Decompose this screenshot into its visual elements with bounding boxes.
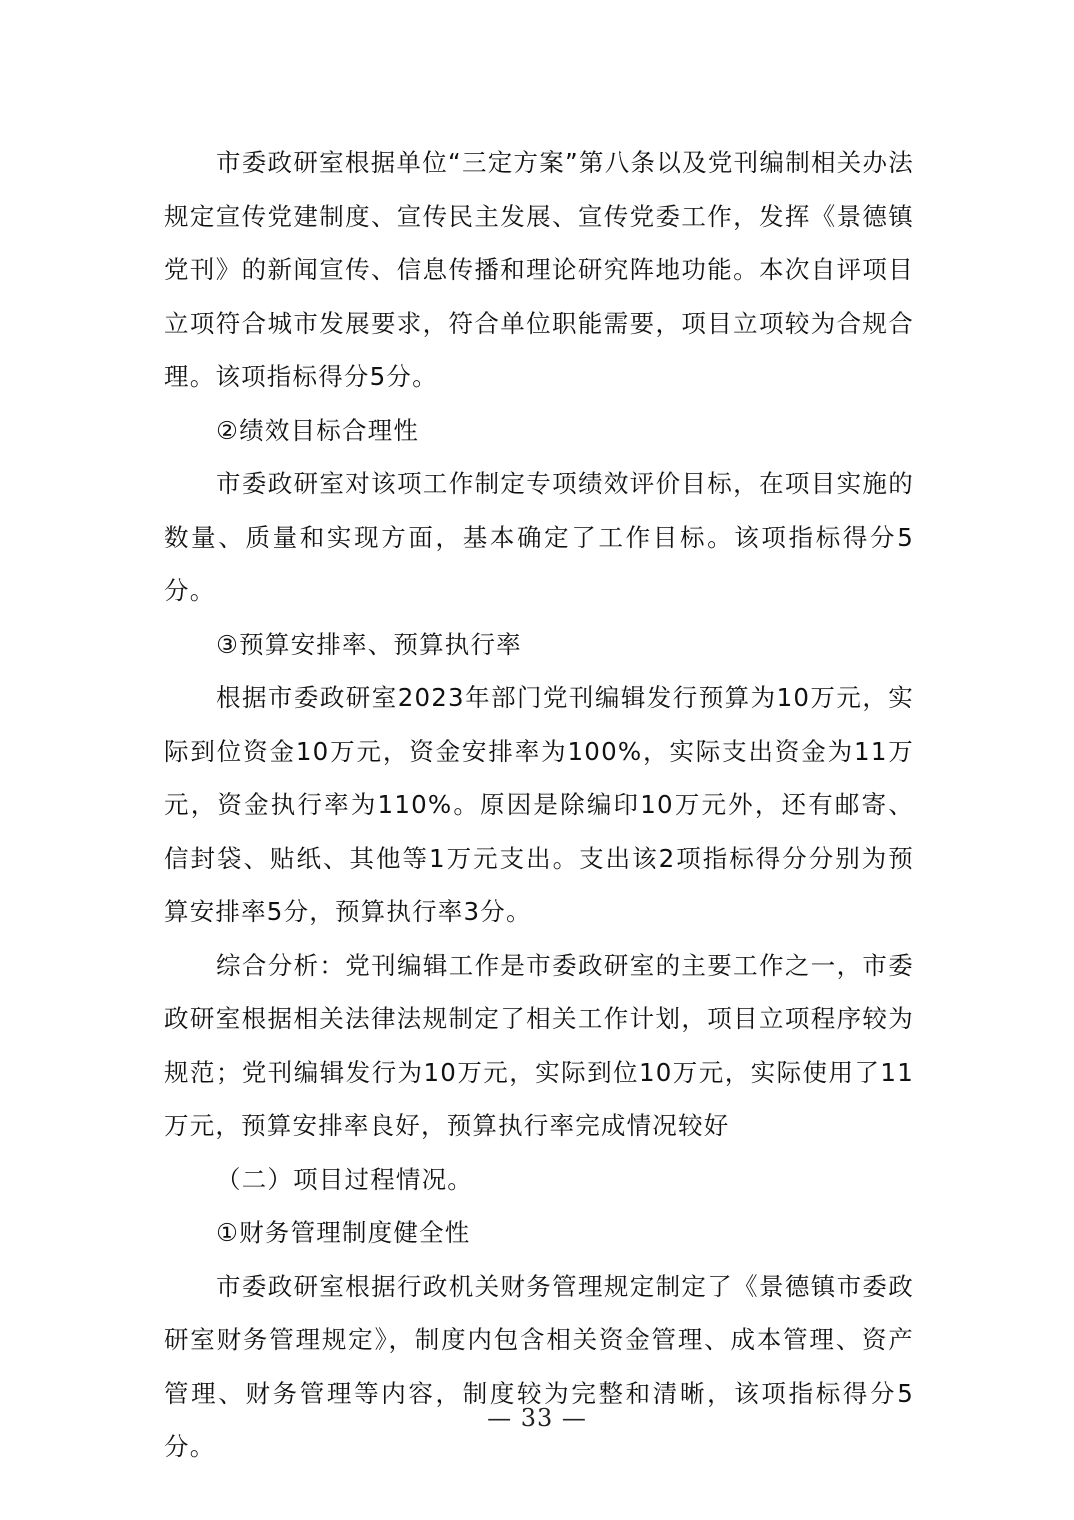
paragraph-project-approval: 市委政研室根据单位“三定方案”第八条以及党刊编制相关办法规定宣传党建制度、宣传民主发展、宣传党委工作，发挥《景德镇党刊》的新闻宣传、信息传播和理论研究阵地功能。本次自评项目立项符合城市发展要求，符合单位职能需要，项目立项较为合规合理。该项指标得分5分。 [164,148,914,391]
document-body [164,136,914,1474]
paragraph-budget-rates: 根据市委政研室2023年部门党刊编辑发行预算为10万元，实际到位资金10万元，资金安排率为100%，实际支出资金为11万元，资金执行率为110%。原因是除编印10万元外，还有邮寄、信封袋、贴纸、其他等1万元支出。支出该2项指标得分分别为预算安排率5分，预算执行率3分。 [164,683,914,926]
heading-project-process: （二）项目过程情况。 [216,1164,473,1194]
heading-performance-target: ②绩效目标合理性 [216,415,420,445]
paragraph-performance-target: 市委政研室对该项工作制定专项绩效评价目标，在项目实施的数量、质量和实现方面，基本确定了工作目标。该项指标得分5分。 [164,469,914,605]
heading-budget-rates: ③预算安排率、预算执行率 [216,629,522,659]
heading-financial-system: ①财务管理制度健全性 [216,1218,471,1247]
paragraph-comprehensive-analysis: 综合分析：党刊编辑工作是市委政研室的主要工作之一，市委政研室根据相关法律法规制定了相关工作计划，项目立项程序较为规范；党刊编辑发行为10万元，实际到位10万元，实际使用了11万元，预算安排率良好，预算执行率完成情况较好 [164,950,914,1140]
page-number: — 33 — [487,1404,587,1432]
paragraph-financial-system: 市委政研室根据行政机关财务管理规定制定了《景德镇市委政研室财务管理规定》，制度内包含相关资金管理、成本管理、资产管理、财务管理等内容，制度较为完整和清晰，该项指标得分5分。 [164,1271,914,1461]
